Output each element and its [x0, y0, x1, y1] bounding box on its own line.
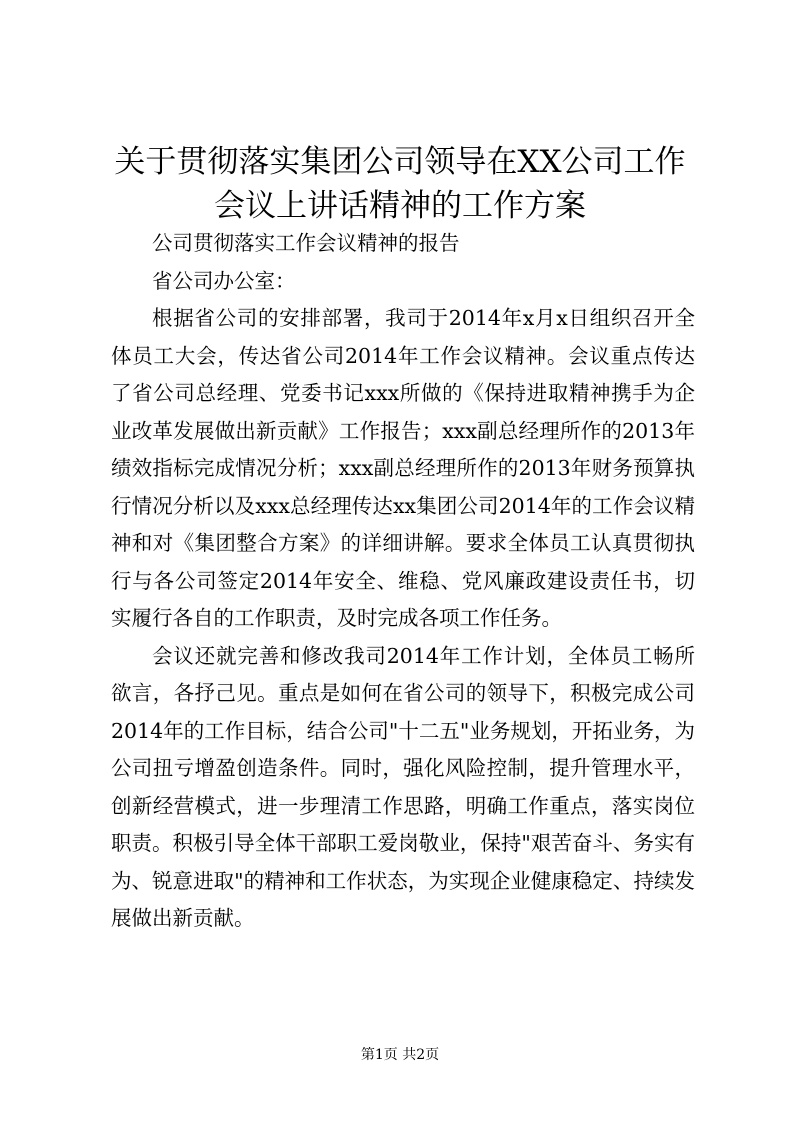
page-number-footer: 第1页 共2页 — [360, 1047, 440, 1063]
document-title: 关于贯彻落实集团公司领导在XX公司工作会议上讲话精神的工作方案 — [114, 144, 686, 224]
body-paragraph: 会议还就完善和修改我司2014年工作计划，全体员工畅所欲言，各抒己见。重点是如何在省公司的领导下，积极完成公司2014年的工作目标，结合公司"十二五"业务规划，开拓业务，为公司扭亏增盈创造条件。同时，强化风险控制，提升管理水平，创新经营模式，进一步理清工作思路，明确工作重点，落实岗位职责。积极引导全体干部职工爱岗敬业，保持"艰苦奋斗、务实有为、锐意进取"的精神和工作状态，为实现企业健康稳定、持续发展做出新贡献。 — [111, 643, 695, 930]
document-body — [111, 225, 695, 938]
report-heading-paragraph: 公司贯彻落实工作会议精神的报告 — [152, 231, 460, 255]
recipient-paragraph: 省公司办公室： — [152, 268, 296, 293]
body-paragraph: 根据省公司的安排部署，我司于2014年x月x日组织召开全体员工大会，传达省公司2014年工作会议精神。会议重点传达了省公司总经理、党委书记xxx所做的《保持进取精神携手为企业改革发展做出新贡献》工作报告；xxx副总经理所作的2013年绩效指标完成情况分析；xxx副总经理所作的2013年财务预算执行情况分析以及xxx总经理传达xx集团公司2014年的工作会议精神和对《集团整合方案》的详细讲解。要求全体员工认真贯彻执行与各公司签定2014年安全、维稳、党风廉政建设责任书，切实履行各自的工作职责，及时完成各项工作任务。 — [111, 306, 695, 630]
